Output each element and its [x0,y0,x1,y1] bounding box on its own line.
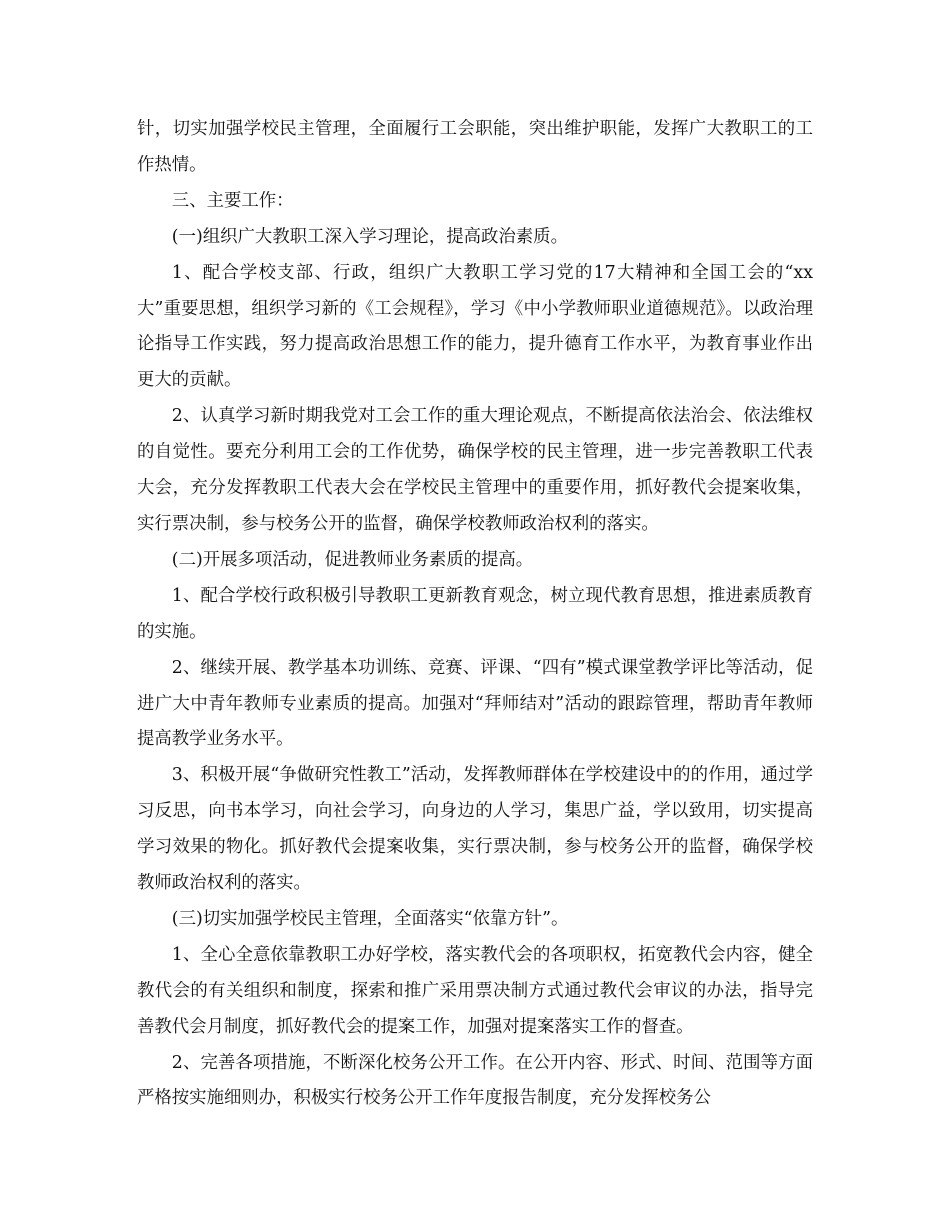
subsection-heading-1: (一)组织广大教职工深入学习理论，提高政治素质。 [171,226,568,247]
paragraph-item: 1、配合学校行政积极引导教职工更新教育观念，树立现代教育思想，推进素质教育的实施。 [137,585,813,642]
paragraph-item: 2、认真学习新时期我党对工会工作的重大理论观点，不断提高依法治会、依法维权的自觉性。要充分利用工会的工作优势，确保学校的民主管理，进一步完善教职工代表大会，充分发挥教职工代表大会在学校民主管理中的重要作用，抓好教代会提案收集，实行票决制，参与校务公开的监督，确保学校教师政治权利的落实。 [137,406,813,534]
subsection-heading-3: (三)切实加强学校民主管理，全面落实“依靠方针”。 [171,908,569,929]
paragraph-item: 1、全心全意依靠教职工办好学校，落实教代会的各项职权，拓宽教代会内容，健全教代会的有关组织和制度，探索和推广采用票决制方式通过教代会审议的办法，指导完善教代会月制度，抓好教代会的提案工作，加强对提案落实工作的督查。 [137,944,813,1037]
paragraph-item: 2、完善各项措施，不断深化校务公开工作。在公开内容、形式、时间、范围等方面严格按实施细则办，积极实行校务公开工作年度报告制度，充分发挥校务公 [137,1052,813,1109]
paragraph-item: 2、继续开展、教学基本功训练、竞赛、评课、“四有”模式课堂教学评比等活动，促进广大中青年教师专业素质的提高。加强对“拜师结对”活动的跟踪管理，帮助青年教师提高教学业务水平。 [137,657,813,750]
subsection-heading-2: (二)开展多项活动，促进教师业务素质的提高。 [171,549,534,570]
paragraph-continuation: 针，切实加强学校民主管理，全面履行工会职能，突出维护职能，发挥广大教职工的工作热情。 [137,119,813,175]
document-page [137,112,813,1117]
paragraph-item: 1、配合学校支部、行政，组织广大教职工学习党的17大精神和全国工会的“xx大”重要思想，组织学习新的《工会规程》，学习《中小学教师职业道德规范》。以政治理论指导工作实践，努力提高政治思想工作的能力，提升德育工作水平，为教育事业作出更大的贡献。 [137,262,813,391]
paragraph-item: 3、积极开展“争做研究性教工”活动，发挥教师群体在学校建设中的的作用，通过学习反思，向书本学习，向社会学习，向身边的人学习，集思广益，学以致用，切实提高学习效果的物化。抓好教代会提案收集，实行票决制，参与校务公开的监督，确保学校教师政治权利的落实。 [137,765,813,894]
section-heading-main-work: 三、主要工作： [171,190,294,211]
